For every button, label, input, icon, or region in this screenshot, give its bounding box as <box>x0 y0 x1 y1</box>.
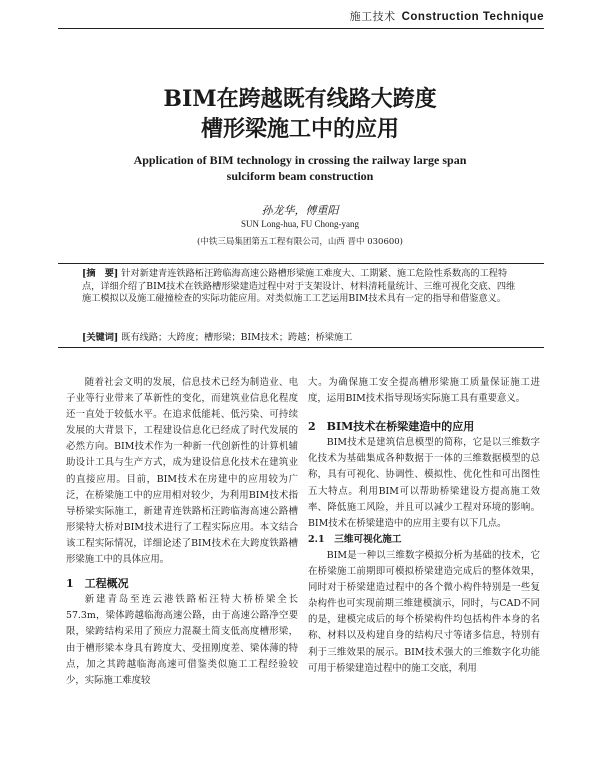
right-column <box>308 375 540 677</box>
abstract-bottom-rule <box>58 347 544 348</box>
header-rule <box>58 28 544 29</box>
title-cn-line2: 槽形梁施工中的应用 <box>200 116 399 142</box>
abstract-top-rule <box>58 263 544 264</box>
continued-paragraph: 大。为确保施工安全提高槽形梁施工质量保证施工进度，运用BIM技术指导现场实际施工具有重要意义。 <box>308 377 540 405</box>
section-1-paragraph: 新建青岛至连云港铁路柘汪特大桥桥梁全长57.3m，梁体跨越临海高速公路，由于高速公路净空要限，梁跨结构采用了预应力混凝土简支低高度槽形梁，由于槽形梁本身具有跨度大、受扭刚度差、梁体薄的特点，加之其跨越临海高速可借鉴类似施工工程经验较少，实际施工难度较 <box>66 594 298 686</box>
authors-en: SUN Long-hua, FU Chong-yang <box>241 219 359 229</box>
abstract <box>82 268 522 306</box>
subsection-2-1-paragraph: BIM是一种以三维数字模拟分析为基础的技术，它在桥梁施工前期即可模拟桥梁建造完成后的整体效果，同时对于桥梁建造过程中的各个微小构件特别是一些复杂构件也可实现前期三维建模演示，同时，与CAD不同的是，建模完成后的每个桥梁构件均包括构件本身的名称、材料以及构建自身的结构尺寸等诸多信息，特别有利于三维效果的展示。BIM技术强大的三维数字化功能可用于桥梁建造过程中的施工交底，利用 <box>308 549 540 674</box>
keywords <box>82 332 522 345</box>
running-header <box>350 8 544 24</box>
title-cn-line1: BIM在跨越既有线路大跨度 <box>163 86 437 112</box>
intro-paragraph: 随着社会文明的发展，信息技术已经为制造业、电子业等行业带来了革新性的变化，而建筑业信息化程度还一直处于较低水平。在追求低能耗、低污染、可持续发展的大背景下，工程建设信息化已经成了时代发展的必然方向。BIM技术作为一种新一代创新性的计算机辅助设计工具与生产方式，成为建设信息化技术在建筑业的直接应用。目前，BIM技术在房建中的应用较为广泛，在桥梁施工中的应用相对较少，为利用BIM技术指导桥梁实际施工，新建青连铁路柘汪跨临海高速公路槽形梁特大桥对BIM技术进行了工程实际应用。本文结合该工程实际情况，详细论述了BIM技术在大跨度铁路槽形梁施工中的具体应用。 <box>66 377 298 566</box>
keywords-label: [关键词] <box>82 332 119 343</box>
affiliation: (中铁三局集团第五工程有限公司，山西 晋中 030600) <box>197 237 403 247</box>
abstract-text: 针对新建青连铁路柘汪跨临海高速公路槽形梁施工难度大、工期紧、施工危险性系数高的工程特点，详细介绍了BIM技术在铁路槽形梁建造过程中对于支架设计、材料清耗量统计、三维可视化交底、四维施工模拟以及施工碰撞检查的实际功能应用。对类似施工工艺运用BIM技术具有一定的指导和借鉴意义。 <box>82 268 516 305</box>
keywords-text: 既有线路；大跨度；槽形梁；BIM技术；跨越；桥梁施工 <box>121 332 353 343</box>
title-en-line1: Application of BIM technology in crossing the railway large span <box>133 153 467 167</box>
section-2-heading: 2 BIM技术在桥梁建造中的应用 <box>308 420 475 434</box>
subsection-2-1-heading: 2.1 三维可视化施工 <box>308 533 402 545</box>
title-en-line2: sulciform beam construction <box>226 169 374 183</box>
section-2-paragraph: BIM技术是建筑信息模型的简称，它是以三维数字化技术为基础集成各种数据于一体的三维数据模型的总称，具有可视化、协调性、模拟性、优化性和可出图性五大特点。利用BIM可以帮助桥梁建设方提高施工效率、降低施工风险，并且可以减少工程对环境的影响。BIM技术在桥梁建造中的应用主要有以下几点。 <box>308 437 540 529</box>
header-cn: 施工技术 <box>349 10 396 23</box>
left-column <box>66 375 298 689</box>
abstract-label: [摘 要] <box>82 268 119 279</box>
section-1-heading: 1 工程概况 <box>66 577 129 591</box>
header-en: Construction Technique <box>401 11 544 23</box>
authors-cn: 孙龙华，傅重阳 <box>261 204 339 217</box>
